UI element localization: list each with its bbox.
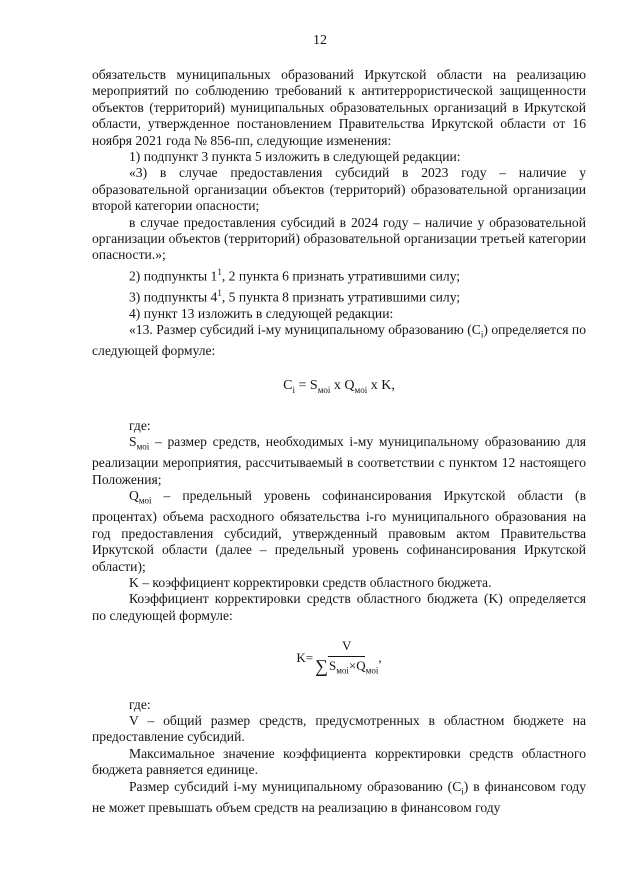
formula-subsidy: $C_i = S_{моi}$ x $Q_{моi}$ x K, [283,377,395,395]
formula-denominator: $\sum S_{моi}\times Q_{моi}$ [315,655,379,676]
paragraph-max-value: Максимальное значение коэффициента корректировки средств областного бюджета равняется единице. [92,745,586,778]
paragraph-item-1-text-b: в случае предоставления субсидий в 2024 году – наличие у образовательной организации объектов (территорий) образовательной организации третьей категории опасности.»; [92,214,586,263]
paragraph-k-intro: Коэффициент корректировки средств областного бюджета (K) определяется по следующей формуле: [92,591,586,623]
formula-coefficient: K= $\frac{V}{\sum S_{моi}\times Q_{моi}}$ , [92,638,586,678]
paragraph-point-13: «13. Размер субсидий i-му муниципальному образованию $(C_i)$ определяется по следующей формуле: [92,322,586,359]
paragraph-limit: Размер субсидий i-му муниципальному образованию $(C_i)$ в финансовом году не может превышать объем средств на реализацию в финансовом году [92,778,586,815]
paragraph-item-1-text-a: «3) в случае предоставления субсидий в 2023 году – наличие у образовательной организации объектов (территорий) образовательной организации второй категории опасности; [92,165,586,214]
paragraph-item-3: 3) подпункты $4^1$, 5 пункта 8 признать утратившими силу; [129,287,461,305]
paragraph-item-4: 4) пункт 13 изложить в следующей редакции: [129,305,394,321]
paragraph-item-2: 2) подпункты $1^1$, 2 пункта 6 признать утратившими силу; [129,266,461,284]
where-label-2: где: [129,696,151,712]
document-body [92,67,586,816]
page-number: 12 [313,33,327,48]
sum-symbol: ∑ [315,655,328,676]
definition-s: $S_{моi}$ – размер средств, необходимых i-му муниципальному образованию для реализации мероприятия, рассчитываемый в соответствии с пунктом 12 настоящего Положения; [92,434,586,487]
definition-q: $Q_{моi}$ – предельный уровень софинансирования Иркутской области (в процентах) объема расходного обязательства i-го муниципального образования на год предоставления субсидий, утвержденный правовым актом Правительства Иркутской области (далее – предельный уровень софинансирования Иркутской области); [92,488,586,574]
definition-v: V – общий размер средств, предусмотренных в областном бюджете на предоставление субсидий. [92,713,586,745]
paragraph-item-1: 1) подпункт 3 пункта 5 изложить в следующей редакции: [129,149,461,165]
paragraph-intro: обязательств муниципальных образований Иркутской области на реализацию мероприятий по соблюдению требований к антитеррористической защищенности объектов (территорий) муниципальных образовательных организаций в Иркутской области, утвержденное постановлением Правительства Иркутской области от 16 ноября 2021 года № 856-пп, следующие изменения: [92,67,586,148]
where-label-1: где: [129,417,151,433]
definition-k: K – коэффициент корректировки средств областного бюджета. [129,574,492,590]
formula-numerator: V [328,638,365,656]
